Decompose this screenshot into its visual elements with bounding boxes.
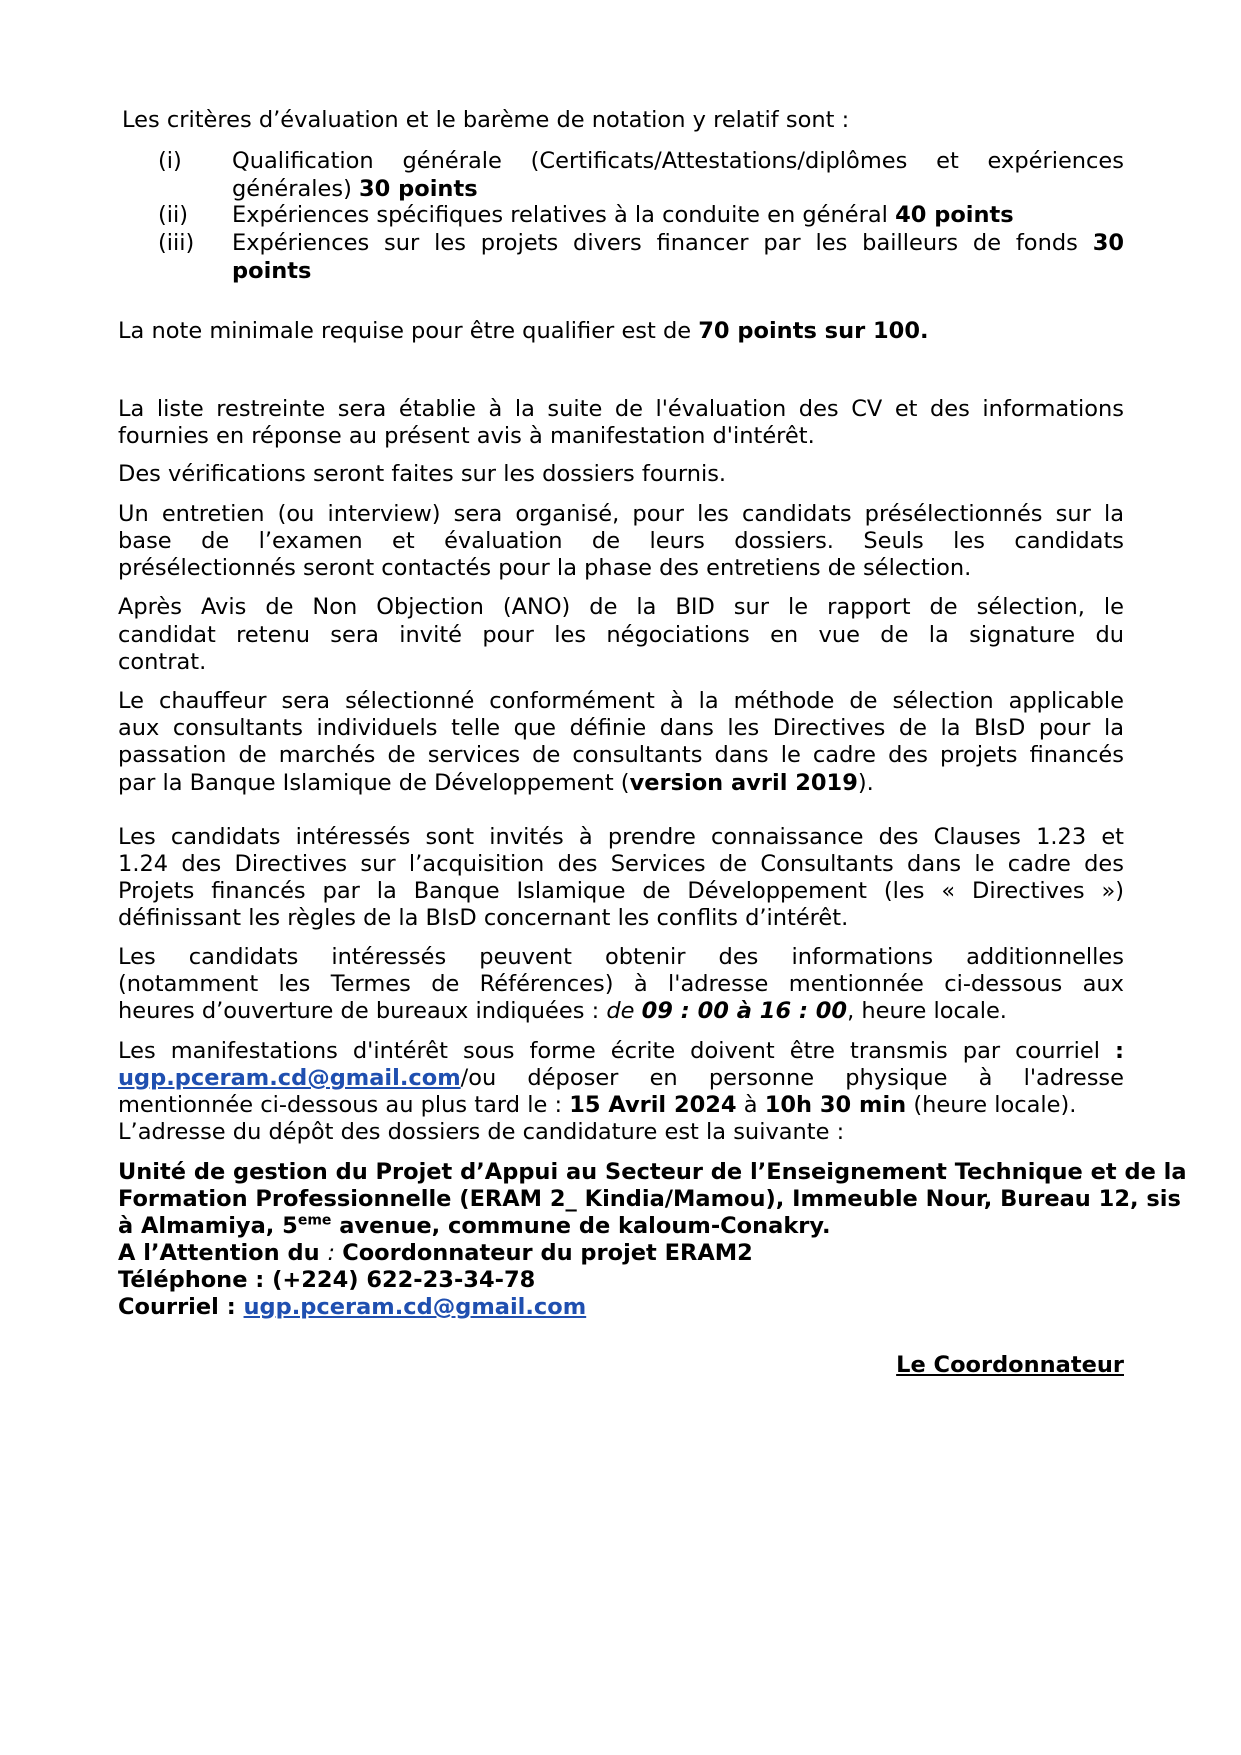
criteria-3-line2: points: [232, 258, 312, 284]
clauses-line3: Projets financés par la Banque Islamique de Développement (les « Directives »): [118, 878, 1124, 904]
criteria-marker-3: (iii): [158, 230, 195, 256]
criteria-2: Expériences spécifiques relatives à la conduite en général 40 points: [232, 202, 1014, 228]
ano-line3: contrat.: [118, 649, 207, 675]
interview-line1: Un entretien (ou interview) sera organisé, pour les candidats présélectionnés sur la: [118, 501, 1124, 527]
min-score: La note minimale requise pour être qualifier est de 70 points sur 100.: [118, 318, 929, 344]
criteria-intro: Les critères d’évaluation et le barème de notation y relatif sont :: [122, 107, 850, 133]
info-line2: (notamment les Termes de Références) à l'adresse mentionnée ci-dessous aux: [118, 971, 1124, 997]
clauses-line4: définissant les règles de la BIsD concernant les conflits d’intérêt.: [118, 905, 849, 931]
selection-line1: Le chauffeur sera sélectionné conformément à la méthode de sélection applicable: [118, 688, 1124, 714]
criteria-1-line1: Qualification générale (Certificats/Attestations/diplômes et expériences: [232, 148, 1124, 174]
selection-line3: passation de marchés de services de consultants dans le cadre des projets financés: [118, 742, 1124, 768]
interview-line2: base de l’examen et évaluation de leurs dossiers. Seuls les candidats: [118, 528, 1124, 554]
criteria-marker-2: (ii): [158, 202, 189, 228]
signature: Le Coordonnateur: [896, 1352, 1124, 1378]
ano-line1: Après Avis de Non Objection (ANO) de la BID sur le rapport de sélection, le: [118, 594, 1124, 620]
address-line2: Formation Professionnelle (ERAM 2_ Kindia/Mamou), Immeuble Nour, Bureau 12, sis: [118, 1186, 1181, 1212]
address-email-link[interactable]: ugp.pceram.cd@gmail.com: [243, 1294, 587, 1320]
address-line3: à Almamiya, 5eme avenue, commune de kaloum-Conakry.: [118, 1212, 831, 1239]
address-attention: A l’Attention du : Coordonnateur du projet ERAM2: [118, 1240, 753, 1266]
submission-line4: L’adresse du dépôt des dossiers de candidature est la suivante :: [118, 1119, 845, 1145]
criteria-1-line2: générales) 30 points: [232, 176, 478, 202]
submission-line2: ugp.pceram.cd@gmail.com/ou déposer en personne physique à l'adresse: [118, 1065, 1124, 1091]
submission-email-link[interactable]: ugp.pceram.cd@gmail.com: [118, 1065, 461, 1091]
info-line1: Les candidats intéressés peuvent obtenir des informations additionnelles: [118, 944, 1124, 970]
info-line3: heures d’ouverture de bureaux indiquées : de 09 : 00 à 16 : 00, heure locale.: [118, 998, 1007, 1024]
verifications: Des vérifications seront faites sur les dossiers fournis.: [118, 461, 727, 487]
address-phone: Téléphone : (+224) 622-23-34-78: [118, 1267, 536, 1293]
address-line1: Unité de gestion du Projet d’Appui au Secteur de l’Enseignement Technique et de la: [118, 1159, 1187, 1185]
selection-line2: aux consultants individuels telle que définie dans les Directives de la BIsD pour la: [118, 715, 1124, 741]
shortlist-line1: La liste restreinte sera établie à la suite de l'évaluation des CV et des informations: [118, 396, 1124, 422]
address-email-line: Courriel : ugp.pceram.cd@gmail.com: [118, 1294, 587, 1320]
criteria-marker-1: (i): [158, 148, 182, 174]
submission-line3: mentionnée ci-dessous au plus tard le : 15 Avril 2024 à 10h 30 min (heure locale).: [118, 1092, 1077, 1118]
clauses-line1: Les candidats intéressés sont invités à prendre connaissance des Clauses 1.23 et: [118, 824, 1124, 850]
shortlist-line2: fournies en réponse au présent avis à manifestation d'intérêt.: [118, 423, 815, 449]
criteria-3-line1: Expériences sur les projets divers financer par les bailleurs de fonds 30: [232, 230, 1124, 256]
clauses-line2: 1.24 des Directives sur l’acquisition des Services de Consultants dans le cadre des: [118, 851, 1124, 877]
selection-line4: par la Banque Islamique de Développement (version avril 2019).: [118, 770, 874, 796]
ano-line2: candidat retenu sera invité pour les négociations en vue de la signature du: [118, 622, 1124, 648]
submission-line1: Les manifestations d'intérêt sous forme écrite doivent être transmis par courriel :: [118, 1038, 1124, 1064]
interview-line3: présélectionnés seront contactés pour la phase des entretiens de sélection.: [118, 555, 972, 581]
